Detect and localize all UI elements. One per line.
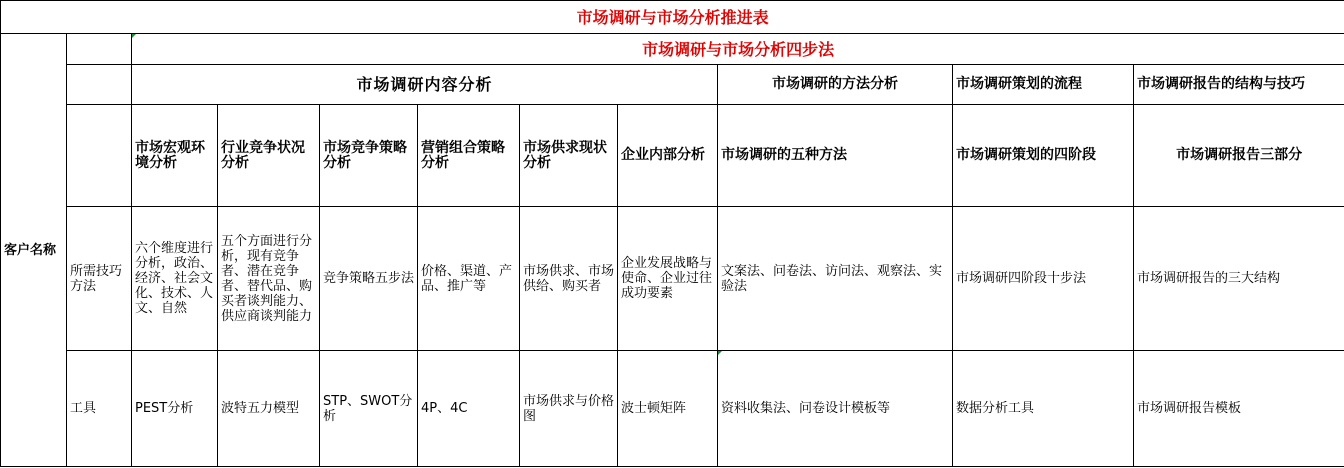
table-cell[interactable]: 资料收集法、问卷设计模板等 <box>718 351 953 467</box>
table-cell[interactable]: 市场调研报告的三大结构 <box>1134 207 1344 351</box>
subheader-cell[interactable]: 市场供求现状分析 <box>520 105 618 207</box>
page-title[interactable]: 市场调研与市场分析推进表 <box>1 1 1344 34</box>
row-label[interactable]: 所需技巧方法 <box>67 207 132 351</box>
table-cell[interactable]: 市场调研四阶段十步法 <box>953 207 1134 351</box>
subheader-cell[interactable]: 企业内部分析 <box>618 105 718 207</box>
header-method-analysis[interactable]: 市场调研的方法分析 <box>718 65 953 105</box>
table-cell[interactable]: 企业发展战略与使命、企业过往成功要素 <box>618 207 718 351</box>
table-cell[interactable]: 价格、渠道、产品、推广等 <box>418 207 520 351</box>
header-report[interactable]: 市场调研报告的结构与技巧 <box>1134 65 1344 105</box>
header-process[interactable]: 市场调研策划的流程 <box>953 65 1134 105</box>
empty-cell[interactable] <box>67 105 132 207</box>
table-cell[interactable]: 波特五力模型 <box>218 351 320 467</box>
subheader-cell[interactable]: 市场调研策划的四阶段 <box>953 105 1134 207</box>
subheader-cell[interactable]: 行业竞争状况分析 <box>218 105 320 207</box>
subtitle[interactable]: 市场调研与市场分析四步法 <box>132 34 1344 65</box>
table-cell[interactable]: 文案法、问卷法、访问法、观察法、实验法 <box>718 207 953 351</box>
subheader-cell[interactable]: 营销组合策略分析 <box>418 105 520 207</box>
subheader-cell[interactable]: 市场调研的五种方法 <box>718 105 953 207</box>
subheader-cell[interactable]: 市场宏观环境分析 <box>132 105 218 207</box>
table-cell[interactable]: 数据分析工具 <box>953 351 1134 467</box>
table-cell[interactable]: 市场供求、市场供给、购买者 <box>520 207 618 351</box>
empty-cell[interactable] <box>67 34 132 65</box>
subheader-cell[interactable]: 市场调研报告三部分 <box>1134 105 1344 207</box>
table-cell[interactable]: 市场供求与价格图 <box>520 351 618 467</box>
table-cell[interactable]: 波士顿矩阵 <box>618 351 718 467</box>
table-cell[interactable]: 4P、4C <box>418 351 520 467</box>
table-cell[interactable]: PEST分析 <box>132 351 218 467</box>
header-content-analysis[interactable]: 市场调研内容分析 <box>132 65 718 105</box>
row-label[interactable]: 工具 <box>67 351 132 467</box>
table-cell[interactable]: 竞争策略五步法 <box>320 207 418 351</box>
table-cell[interactable]: 六个维度进行分析，政治、经济、社会文化、技术、人文、自然 <box>132 207 218 351</box>
customer-name-cell[interactable]: 客户名称 <box>1 34 67 467</box>
subheader-cell[interactable]: 市场竞争策略分析 <box>320 105 418 207</box>
table-cell[interactable]: STP、SWOT分析 <box>320 351 418 467</box>
table-cell[interactable]: 市场调研报告模板 <box>1134 351 1344 467</box>
empty-cell[interactable] <box>67 65 132 105</box>
table-cell[interactable]: 五个方面进行分析，现有竞争者、潜在竞争者、替代品、购买者谈判能力、供应商谈判能力 <box>218 207 320 351</box>
